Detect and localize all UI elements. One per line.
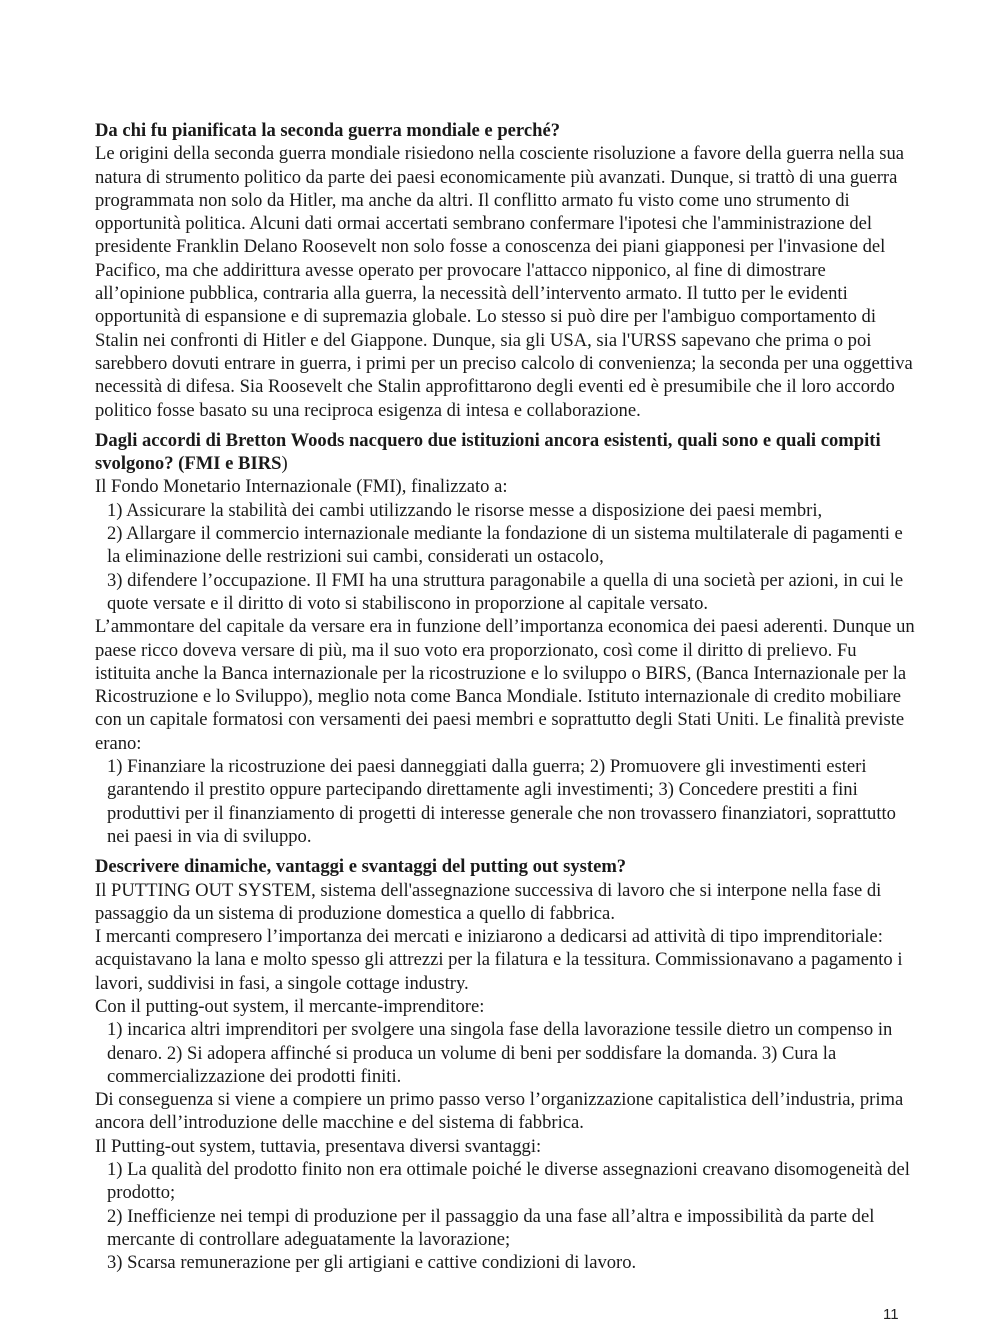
paragraph: Il Fondo Monetario Internazionale (FMI), finalizzato a: [95, 476, 508, 498]
list-item: 1) Assicurare la stabilità dei cambi utilizzando le risorse messe a disposizione dei paesi membri, [107, 499, 823, 521]
list-item: 3) difendere l’occupazione. Il FMI ha una struttura paragonabile a quella di una società per azioni, in cui le quote versate e il diritto di voto si stabiliscono in proporzione al capitale versato. [107, 569, 904, 614]
paragraph: Di conseguenza si viene a compiere un primo passo verso l’organizzazione capitalistica dell’industria, prima ancora dell’introduzione delle macchine e del sistema di fabbrica. [95, 1089, 904, 1134]
paragraph: Il PUTTING OUT SYSTEM, sistema dell'assegnazione successiva di lavoro che si interpone nella fase di passaggio da un sistema di produzione domestica a quello di fabbrica. [95, 879, 882, 924]
list-item: 2) Allargare il commercio internazionale mediante la fondazione di un sistema multilaterale di pagamenti e la eliminazione delle restrizioni sui cambi, considerati un ostacolo, [107, 523, 903, 568]
list-item: 2) Inefficienze nei tempi di produzione per il passaggio da una fase all’altra e impossibilità da parte del mercante di controllare adeguatamente la lavorazione; [107, 1205, 875, 1250]
page-number: 11 [883, 1306, 899, 1323]
list-item: 1) La qualità del prodotto finito non era ottimale poiché le diverse assegnazioni creavano disomogeneità del prodotto; [107, 1159, 910, 1204]
list-item: 3) Scarsa remunerazione per gli artigiani e cattive condizioni di lavoro. [107, 1252, 637, 1274]
list-item: 1) incarica altri imprenditori per svolgere una singola fase della lavorazione tessile dietro un compenso in denaro. 2) Si adopera affinché si produca un volume di beni per soddisfare la domanda. 3) Cura la commercializzazione dei prodotti finiti. [107, 1019, 893, 1087]
paragraph: L’ammontare del capitale da versare era in funzione dell’importanza economica dei paesi aderenti. Dunque un paese ricco doveva versare di più, ma il suo voto era proporzionato, così come il diritto di prelievo. Fu istituita anche la Banca internazionale per la ricostruzione e lo sviluppo o BIRS, (Banca Internazionale per la Ricostruzione e lo Sviluppo), meglio nota come Banca Mondiale. Istituto internazionale di credito mobiliare con un capitale formatosi con versamenti dei paesi membri e soprattutto degli Stati Uniti. Le finalità previste erano: [95, 616, 915, 754]
list-item: 1) Finanziare la ricostruzione dei paesi danneggiati dalla guerra; 2) Promuovere gli investimenti esteri garantendo il prestito oppure partecipando direttamente agli investimenti; 3) Concedere prestiti a fini produttivi per il finanziamento di progetti di interesse generale che non trovassero finanziatori, soprattutto nei paesi in via di sviluppo. [107, 756, 896, 847]
section-ww2-origins [95, 119, 915, 422]
paragraph: Il Putting-out system, tuttavia, presentava diversi svantaggi: [95, 1135, 542, 1157]
paragraph: I mercanti compresero l’importanza dei mercati e iniziarono a dedicarsi ad attività di tipo imprenditoriale: acquistavano la lana e molto spesso gli attrezzi per la filatura e la tessitura. Commissionavano a pagamento i lavori, suddivisi in fasi, a singole cottage industry. [95, 926, 903, 994]
section-putting-out-system [95, 855, 915, 1274]
section-heading: Da chi fu pianificata la seconda guerra mondiale e perché? [95, 120, 560, 141]
document-body [95, 119, 915, 1282]
paragraph: Con il putting-out system, il mercante-imprenditore: [95, 995, 485, 1017]
paragraph: Le origini della seconda guerra mondiale risiedono nella cosciente risoluzione a favore della guerra nella sua natura di strumento politico da parte dei paesi economicamente più avanzati. Dunque, si trattò di una guerra programmata non solo da Hitler, ma anche da altri. Il conflitto armato fu visto come uno strumento di opportunità politica. Alcuni dati ormai accertati sembrano confermare l'ipotesi che l'amministrazione del presidente Franklin Delano Roosevelt non solo fosse a conoscenza dei piani giapponesi per l'invasione del Pacifico, ma che addirittura avesse operato per provocare l'attacco nipponico, al fine di dimostrare all’opinione pubblica, contraria alla guerra, la necessità dell’intervento armato. Il tutto per le evidenti opportunità di espansione e di supremazia globale. Lo stesso si può dire per l'ambiguo comportamento di Stalin nei confronti di Hitler e del Giappone. Dunque, sia gli USA, sia l'URSS sapevano che prima o poi sarebbero dovuti entrare in guerra, i primi per un preciso calcolo di convenienza; la seconda per una oggettiva necessità di difesa. Sia Roosevelt che Stalin approfittarono degli eventi ed è presumibile che il loro accordo politico fosse basato su una reciproca esigenza di intesa e collaborazione. [95, 143, 913, 421]
section-heading: Descrivere dinamiche, vantaggi e svantaggi del putting out system? [95, 856, 627, 878]
section-bretton-woods [95, 429, 915, 848]
section-heading: Dagli accordi di Bretton Woods nacquero due istituzioni ancora esistenti, quali sono e quali compiti svolgono? (FMI e BIRS) [95, 429, 881, 475]
